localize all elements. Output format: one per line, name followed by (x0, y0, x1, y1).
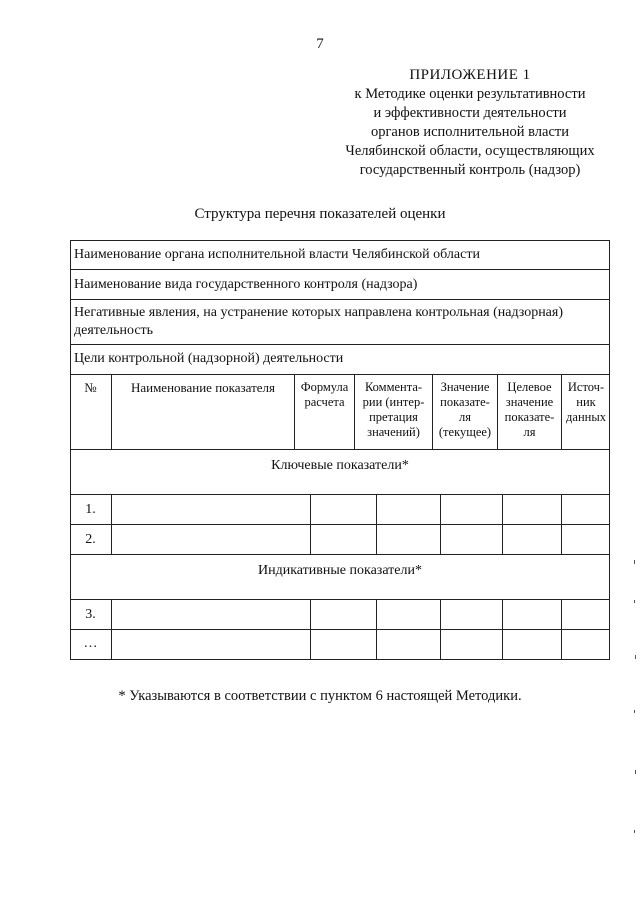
header-line: ля (459, 410, 471, 424)
footnote: * Указываются в соответствии с пунктом 6 настоящей Методики. (118, 688, 522, 704)
header-line: Источ- (567, 380, 605, 394)
header-line: ник (576, 395, 596, 409)
header-line: показате- (440, 395, 490, 409)
appendix-line: государственный контроль (надзор) (359, 162, 581, 178)
header-indicator-name: Наименование показателя (130, 380, 276, 395)
authority-name-row: Наименование органа исполнительной власти Челябинской области (74, 247, 480, 262)
header-line: Целевое (507, 380, 552, 394)
row-number: … (83, 636, 98, 651)
header-line: Коммента- (364, 380, 423, 394)
header-line: значений) (367, 425, 420, 439)
control-type-row: Наименование вида государственного контроля (надзора) (74, 277, 418, 292)
control-goals-row: Цели контрольной (надзорной) деятельности (74, 351, 344, 366)
table-grid-lines (70, 240, 610, 660)
appendix-line: органов исполнительной власти (370, 124, 569, 140)
header-formula (295, 380, 354, 410)
header-line: ля (523, 425, 536, 439)
header-line: Формула (300, 380, 349, 394)
header-line: претация (369, 410, 418, 424)
structure-title: Структура перечня показателей оценки (194, 206, 446, 222)
row-number: 2. (85, 532, 96, 547)
header-line: рии (интер- (362, 395, 425, 409)
header-current-value (433, 380, 497, 440)
header-line: Значение (440, 380, 490, 394)
header-data-source (562, 380, 610, 425)
header-line: данных (566, 410, 606, 424)
appendix-line: Челябинской области, осуществляющих (345, 143, 595, 159)
appendix-heading (320, 66, 620, 180)
row-number: 3. (85, 607, 96, 622)
section-indicative-indicators: Индикативные показатели* (258, 563, 422, 578)
indicators-table (70, 240, 610, 660)
appendix-title: ПРИЛОЖЕНИЕ 1 (409, 67, 531, 83)
header-line: показате- (504, 410, 555, 424)
page-number: 7 (316, 36, 324, 52)
appendix-line: к Методике оценки результативности (354, 86, 586, 102)
header-line: значение (505, 395, 554, 409)
header-line: расчета (304, 395, 345, 409)
row-number: 1. (85, 502, 96, 517)
negative-phenomena-row: Негативные явления, на устранение которых направлена контрольная (надзорная) деятельность (74, 305, 563, 338)
header-line: (текущее) (438, 425, 492, 439)
appendix-line: и эффективности деятельности (373, 105, 567, 121)
scan-edge-marks (632, 560, 638, 860)
section-key-indicators: Ключевые показатели* (271, 458, 409, 473)
header-target-value (498, 380, 561, 440)
header-number: № (84, 380, 97, 395)
header-comments (355, 380, 432, 440)
